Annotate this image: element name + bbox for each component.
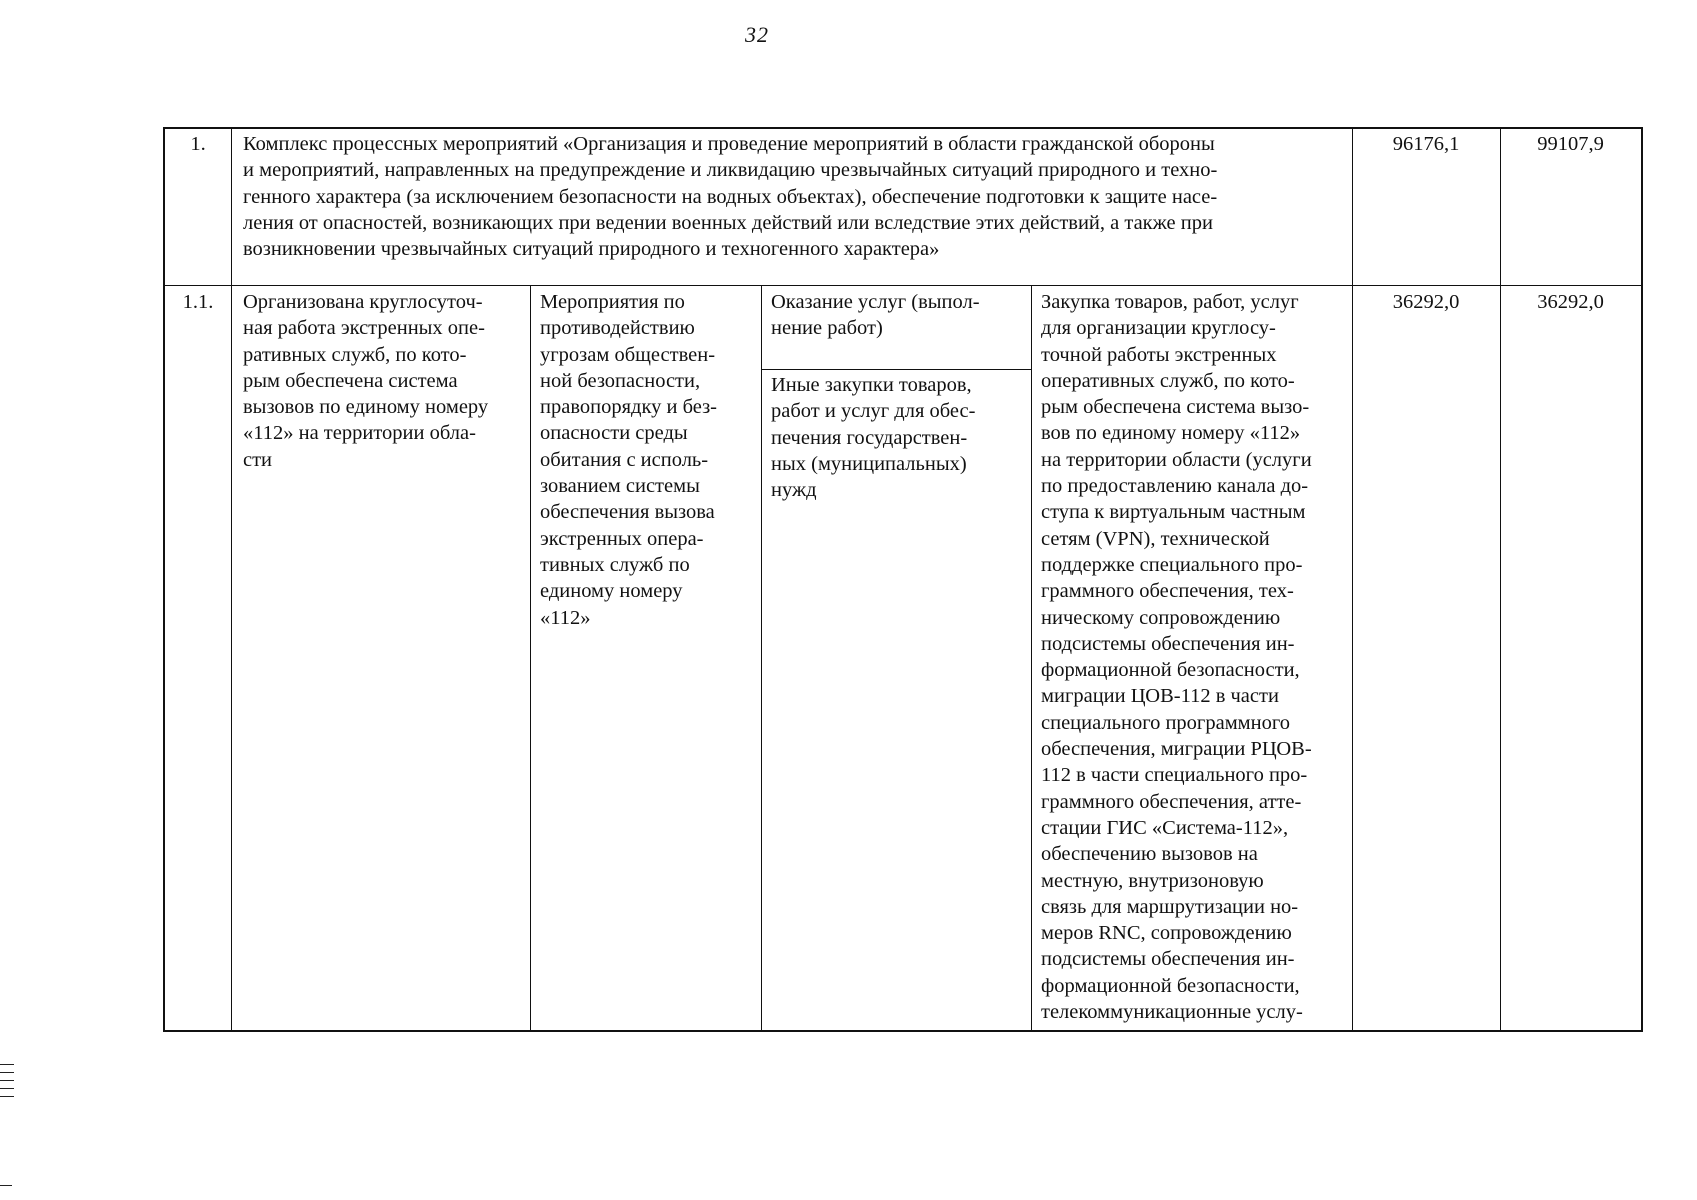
type-cell-divider — [761, 369, 1031, 370]
row-index: 1.1. — [182, 291, 214, 313]
column-divider — [231, 129, 232, 1030]
margin-binding-marks — [0, 1064, 14, 1104]
value-year-2: 99107,9 — [1537, 133, 1604, 155]
value-year-1: 96176,1 — [1392, 133, 1460, 155]
column-divider — [1500, 129, 1501, 1030]
row-index: 1. — [190, 133, 206, 155]
column-divider — [1031, 285, 1032, 1030]
result-description: Организована круглосуточ- ная работа экстренных опе- ративных служб, по кото- рым обеспечена система вызовов по единому номеру «112» на территории обла- сти — [243, 291, 489, 471]
page-number: 32 — [745, 22, 769, 47]
program-description: Комплекс процессных мероприятий «Организация и проведение мероприятий в области гражданской обороны и мероприятий, направленных на предупреждение и ликвидацию чрезвычайных ситуаций природного и техно- генного характера (за исключением безопасности на водных объектах), обеспечение подготовки к защите насе- ления от опасностей, возникающих при ведении военных действий или вследствие этих действий, а также при возникновении чрезвычайных ситуаций природного и техногенного характера» — [243, 133, 1218, 261]
expense-type: Иные закупки товаров, работ и услуг для обес- печения государствен- ных (муниципальных) нужд — [771, 374, 976, 502]
characteristic-description: Закупка товаров, работ, услуг для организации круглосу- точной работы экстренных оперативных служб, по кото- рым обеспечена система вызо- вов по единому номеру «112» на территории области (услуги по предоставлению канала до- ступа к виртуальным частным сетям (VPN), технической поддержке специального про- граммного обеспечения, тех- ническому сопровождению подсистемы обеспечения ин- формационной безопасности, миграции ЦОВ-112 в части специального программного обеспечения, миграции РЦОВ- 112 в части специального про- граммного обеспечения, атте- стации ГИС «Система-112», обеспечению вызовов на местную, внутризоновую связь для маршрутизации но- меров RNC, сопровождению подсистемы обеспечения ин- формационной безопасности, телекоммуникационные услу- — [1041, 291, 1312, 1024]
value-year-1: 36292,0 — [1392, 291, 1460, 313]
budget-table — [163, 127, 1643, 1032]
event-type: Оказание услуг (выпол- нение работ) — [771, 291, 980, 340]
value-year-2: 36292,0 — [1537, 291, 1604, 313]
column-divider — [530, 285, 531, 1030]
margin-dash — [0, 1185, 12, 1186]
event-description: Мероприятия по противодействию угрозам обществен- ной безопасности, правопорядку и без- опасности среды обитания с исполь- зованием системы обеспечения вызова экстренных опера- тивных служб по единому номеру «112» — [540, 291, 718, 629]
column-divider — [761, 285, 762, 1030]
column-divider — [1352, 129, 1353, 1030]
row-divider — [165, 285, 1641, 286]
